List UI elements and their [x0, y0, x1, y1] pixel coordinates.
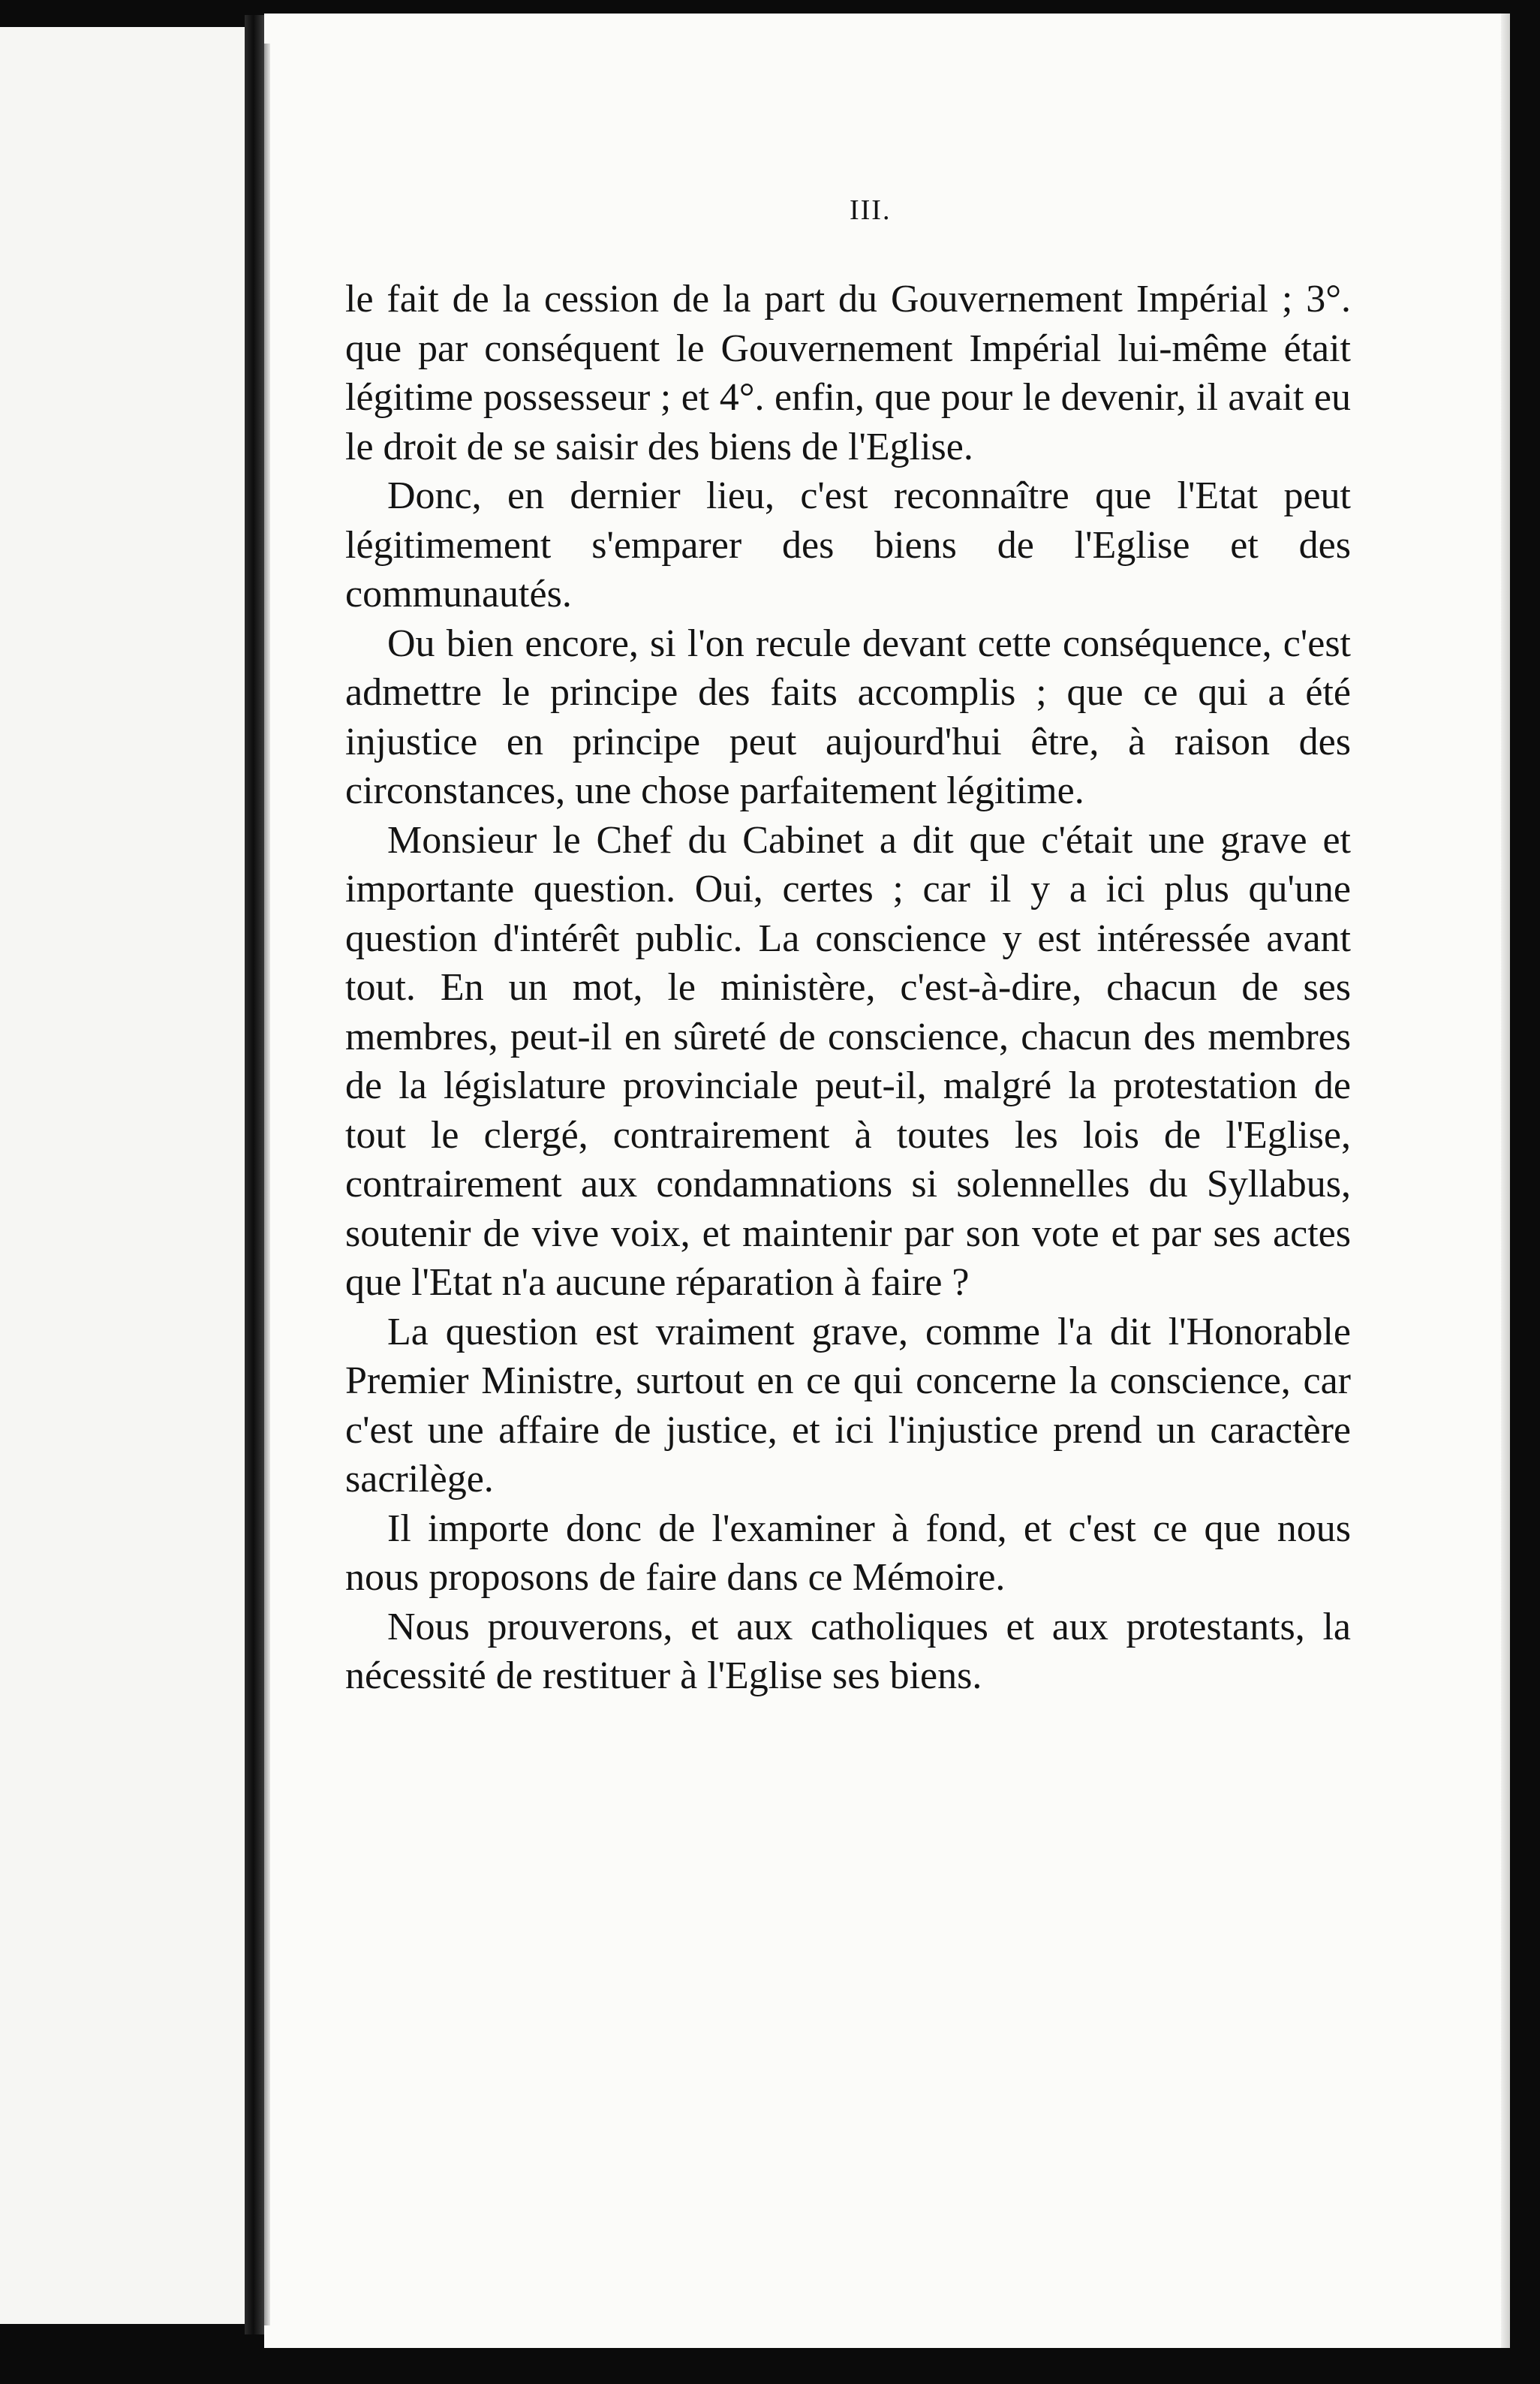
body-text	[345, 275, 1351, 1701]
paragraph-6: Il importe donc de l'examiner à fond, et c'est ce que nous nous proposons de faire dans ce Mémoire.	[345, 1507, 1351, 1599]
page-edge-shadow	[1501, 14, 1510, 2348]
paragraph-1: le fait de la cession de la part du Gouvernement Impérial ; 3°. que par conséquent le Gouvernement Impérial lui-même était légitime possesseur ; et 4°. enfin, que pour le devenir, il avait eu le droit de se saisir des biens de l'Eglise.	[345, 278, 1351, 468]
paragraph-4: Monsieur le Chef du Cabinet a dit que c'était une grave et importante question. Oui, certes ; car il y a ici plus qu'une question d'intérêt public. La conscience y est intéressée avant tout. En un mot, le ministère, c'est-à-dire, chacun de ses membres, peut-il en sûreté de conscience, chacun des membres de la législature provinciale peut-il, malgré la protestation de tout le clergé, contrairement à toutes les lois de l'Eglise, contrairement aux condamnations si solennelles du Syllabus, soutenir de vive voix, et maintenir par son vote et par ses actes que l'Etat n'a aucune réparation à faire ?	[345, 818, 1351, 1304]
right-page	[264, 14, 1510, 2348]
paragraph-7: Nous prouverons, et aux catholiques et aux protestants, la nécessité de restituer à l'Eglise ses biens.	[345, 1605, 1351, 1697]
paragraph-2: Donc, en dernier lieu, c'est reconnaître que l'Etat peut légitimement s'emparer des biens de l'Eglise et des communautés.	[345, 474, 1351, 616]
book-gutter	[245, 15, 264, 2334]
paragraph-5: La question est vraiment grave, comme l'a dit l'Honorable Premier Ministre, surtout en ce qui concerne la conscience, car c'est une affaire de justice, et ici l'injustice prend un caractère sacrilège.	[345, 1310, 1351, 1501]
paragraph-3: Ou bien encore, si l'on recule devant cette conséquence, c'est admettre le principe des faits accomplis ; que ce qui a été injustice en principe peut aujourd'hui être, à raison des circonstances, une chose parfaitement légitime.	[345, 622, 1351, 812]
left-page	[0, 27, 245, 2324]
page-spine-shadow	[264, 44, 270, 2325]
page-number: III.	[850, 194, 892, 226]
